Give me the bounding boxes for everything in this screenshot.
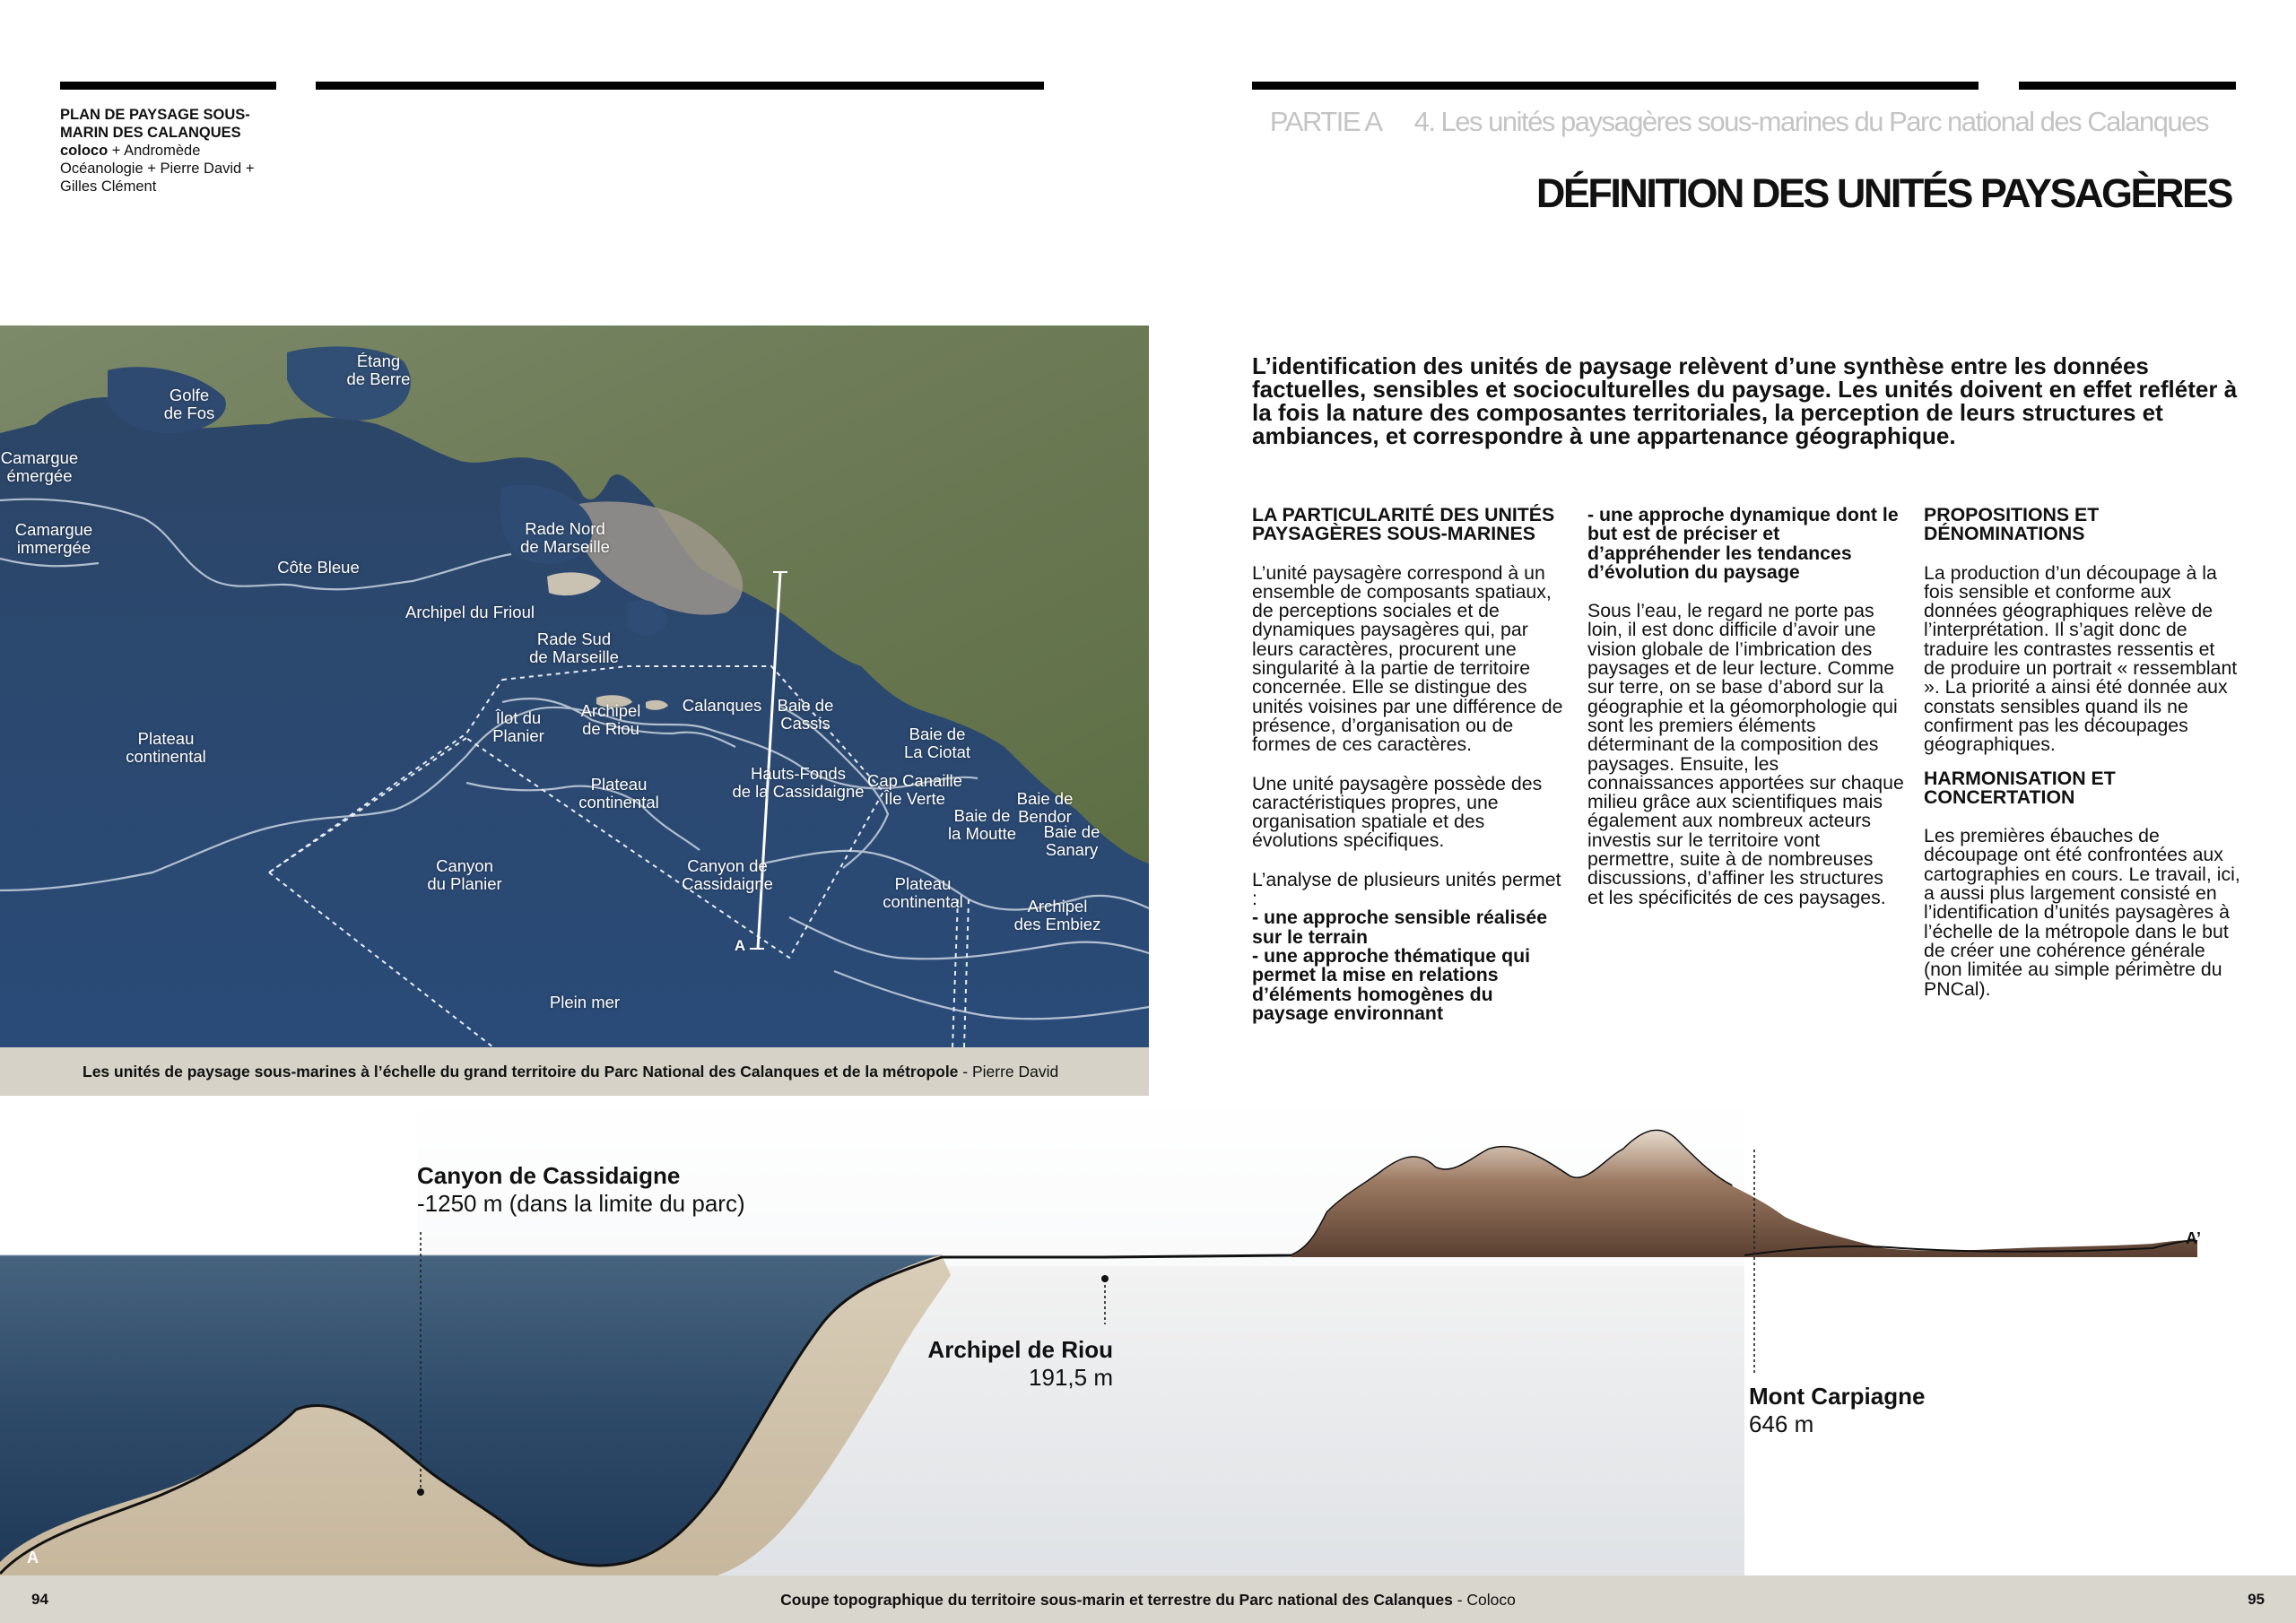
section-marker-a-prime: A’	[2186, 1229, 2202, 1247]
riou-height: 191,5 m	[1029, 1364, 1113, 1391]
label-baie-la-ciotat: Baie de La Ciotat	[903, 725, 971, 761]
label-baie-la-moutte: Baie de la Moutte	[947, 806, 1017, 843]
label-mont-carpiagne	[1749, 1383, 1925, 1438]
label-rade-nord: Rade Nord de Marseille	[520, 519, 610, 556]
label-canyon-planier: Canyon du Planier	[427, 856, 502, 893]
label-baie-bendor: Baie de Bendor	[1016, 789, 1074, 826]
text-column-2	[1587, 506, 1904, 927]
col3-heading-2: HARMONISATION ET CONCERTATION	[1924, 767, 2116, 808]
label-canyon-de-cassidaigne	[417, 1162, 745, 1218]
section-marker-a-map: A	[734, 937, 746, 954]
part-label: PARTIE A	[1269, 106, 1382, 137]
label-canyon-cassidaigne: Canyon de Cassidaigne	[682, 856, 773, 893]
page-number-right: 95	[2248, 1591, 2265, 1608]
section-caption	[0, 1591, 2296, 1610]
label-camargue-immergee: Camargue immergée	[14, 520, 93, 557]
col1-heading: LA PARTICULARITÉ DES UNITÉS PAYSAGÈRES SOUS-MARINES	[1252, 504, 1555, 545]
label-golfe-de-fos: Golfe de Fos	[163, 386, 215, 422]
label-etang-de-berre: Étang de Berre	[346, 352, 411, 388]
col1-paragraph-1: L’unité paysagère correspond à un ensemble de composants spatiaux, de perceptions sociales et de dynamiques paysagères qui, par leurs caractères, procurent une singularité à la partie de territoire concernée. Elle se distingue des unités voisines par une différence de présence, d’organisation ou de formes de ces caractères.	[1252, 561, 1563, 756]
map-caption-text: Les unités de paysage sous-marines à l’échelle du grand territoire du Parc National des Calanques et de la métropole	[83, 1063, 959, 1081]
partners-line-2: Océanologie + Pierre David +	[60, 161, 255, 177]
publication-title: PLAN DE PAYSAGE SOUS- MARIN DES CALANQUES	[60, 107, 250, 141]
text-column-1	[1252, 506, 1569, 1023]
label-ilot-planier: Îlot du Planier	[492, 708, 544, 745]
label-cap-canaille: Cap Canaille Île Verte	[867, 771, 962, 808]
header-rule-left-long	[316, 82, 1044, 90]
col1-paragraph-2: Une unité paysagère possède des caractéristiques propres, une organisation spatiale et des évolutions spécifiques.	[1252, 772, 1543, 852]
text-column-3	[1924, 506, 2240, 1019]
label-archipel-riou: Archipel de Riou	[580, 701, 641, 738]
topographic-cross-section	[0, 1096, 2296, 1575]
canyon-name: Canyon de Cassidaigne	[417, 1162, 681, 1189]
col2-heading: - une approche dynamique dont le but est de préciser et d’appréhender les tendances d’évolution du paysage	[1587, 504, 1899, 583]
map-illustration	[0, 325, 1149, 1047]
label-cote-bleue: Côte Bleue	[277, 558, 360, 577]
label-camargue-emergee: Camargue émergée	[0, 448, 79, 485]
section-caption-author: - Coloco	[1452, 1591, 1516, 1609]
header-rule-right-short	[2019, 82, 2236, 90]
page-title: DÉFINITION DES UNITÉS PAYSAGÈRES	[1535, 170, 2231, 216]
section-caption-text: Coupe topographique du territoire sous-marin et terrestre du Parc national des Calanques	[780, 1591, 1453, 1609]
partners-line-1: + Andromède	[108, 143, 201, 159]
lead-paragraph: L’identification des unités de paysage relèvent d’une synthèse entre les données factuelles, sensibles et socioculturelles du paysage. Les unités doivent en effet refléter à la fois la nature des composantes territoriales, la perception de leurs structures et ambiances, et correspondre à une appartenance géographique.	[1252, 352, 2238, 449]
publication-credits	[60, 106, 284, 195]
col1-bullet-1: - une approche sensible réalisée sur le terrain	[1252, 907, 1548, 948]
label-plateau-continental-mid: Plateau continental	[578, 775, 659, 812]
header-rule-left-short	[60, 82, 276, 90]
col2-paragraph-1: Sous l’eau, le regard ne porte pas loin, il est donc difficile d’avoir une vision globale de l’imbrication des paysages et de leur lecture. Comme sur terre, on se base d’abord sur la géographie et la géomorphologie qui sont les premiers éléments déterminant de la composition des paysages. Ensuite, les connaissances apportées sur chaque milieu grâce aux scientifiques mais également aux nombreux acteurs investis sur le territoire vont permettre, suite à de nombreuses discussions, d’affiner les structures et les spécificités de ces paysages.	[1587, 600, 1904, 908]
col1-paragraph-3: L’analyse de plusieurs unités permet :	[1252, 868, 1561, 910]
carpiagne-height: 646 m	[1749, 1410, 1814, 1437]
label-plateau-continental-west: Plateau continental	[126, 729, 206, 766]
col3-paragraph-2: Les premières ébauches de découpage ont été confrontées aux cartographies en cours. Le travail, ici, a aussi plus largement consisté en l’identification d’unités paysagères à l’échelle de la métropole dans le but de créer une cohérence générale (non limitée au simple périmètre du PNCal).	[1924, 825, 2240, 1000]
map-caption	[0, 1047, 1149, 1096]
section-marker-a: A	[27, 1549, 39, 1567]
header-rule-right-long	[1252, 82, 1979, 90]
label-baie-sanary: Baie de Sanary	[1043, 822, 1100, 859]
label-calanques: Calanques	[682, 696, 762, 715]
canyon-depth: -1250 m (dans la limite du parc)	[417, 1190, 745, 1217]
map-caption-author: - Pierre David	[958, 1063, 1059, 1081]
page-number-left: 94	[31, 1591, 48, 1608]
chapter-label: 4. Les unités paysagères sous-marines du Parc national des Calanques	[1413, 106, 2208, 137]
riou-name: Archipel de Riou	[927, 1336, 1113, 1363]
label-archipel-embiez: Archipel des Embiez	[1013, 897, 1101, 933]
col3-heading-1: PROPOSITIONS ET DÉNOMINATIONS	[1924, 504, 2100, 545]
author-coloco: coloco	[60, 143, 109, 159]
carpiagne-name: Mont Carpiagne	[1749, 1383, 1926, 1410]
page-footer	[0, 1575, 2296, 1623]
landscape-units-map	[0, 325, 1149, 1047]
label-archipel-frioul: Archipel du Frioul	[405, 603, 535, 621]
col1-bullet-2: - une approche thématique qui permet la mise en relations d’éléments homogènes du paysage environnant	[1252, 944, 1531, 1024]
chapter-breadcrumb	[1270, 106, 2208, 138]
label-hauts-fonds: Hauts-Fonds de la Cassidaigne	[732, 764, 865, 801]
label-rade-sud: Rade Sud de Marseille	[529, 629, 619, 666]
cross-section-illustration	[0, 1096, 2296, 1575]
col3-paragraph-1: La production d’un découpage à la fois sensible et conforme aux données géographiques relève de l’interprétation. Il s’agit donc de traduire les contrastes ressentis et de produire un portrait « ressemblant ». La priorité a ainsi été donnée aux constats sensibles quand ils ne confirment pas les découpages géographiques.	[1924, 561, 2238, 756]
partners-line-3: Gilles Clément	[60, 178, 157, 195]
label-plateau-continental-east: Plateau continental	[883, 874, 963, 911]
label-plein-mer: Plein mer	[549, 993, 621, 1011]
label-archipel-de-riou	[897, 1336, 1113, 1392]
publication-authors	[60, 142, 284, 160]
label-baie-cassis: Baie de Cassis	[777, 696, 834, 733]
